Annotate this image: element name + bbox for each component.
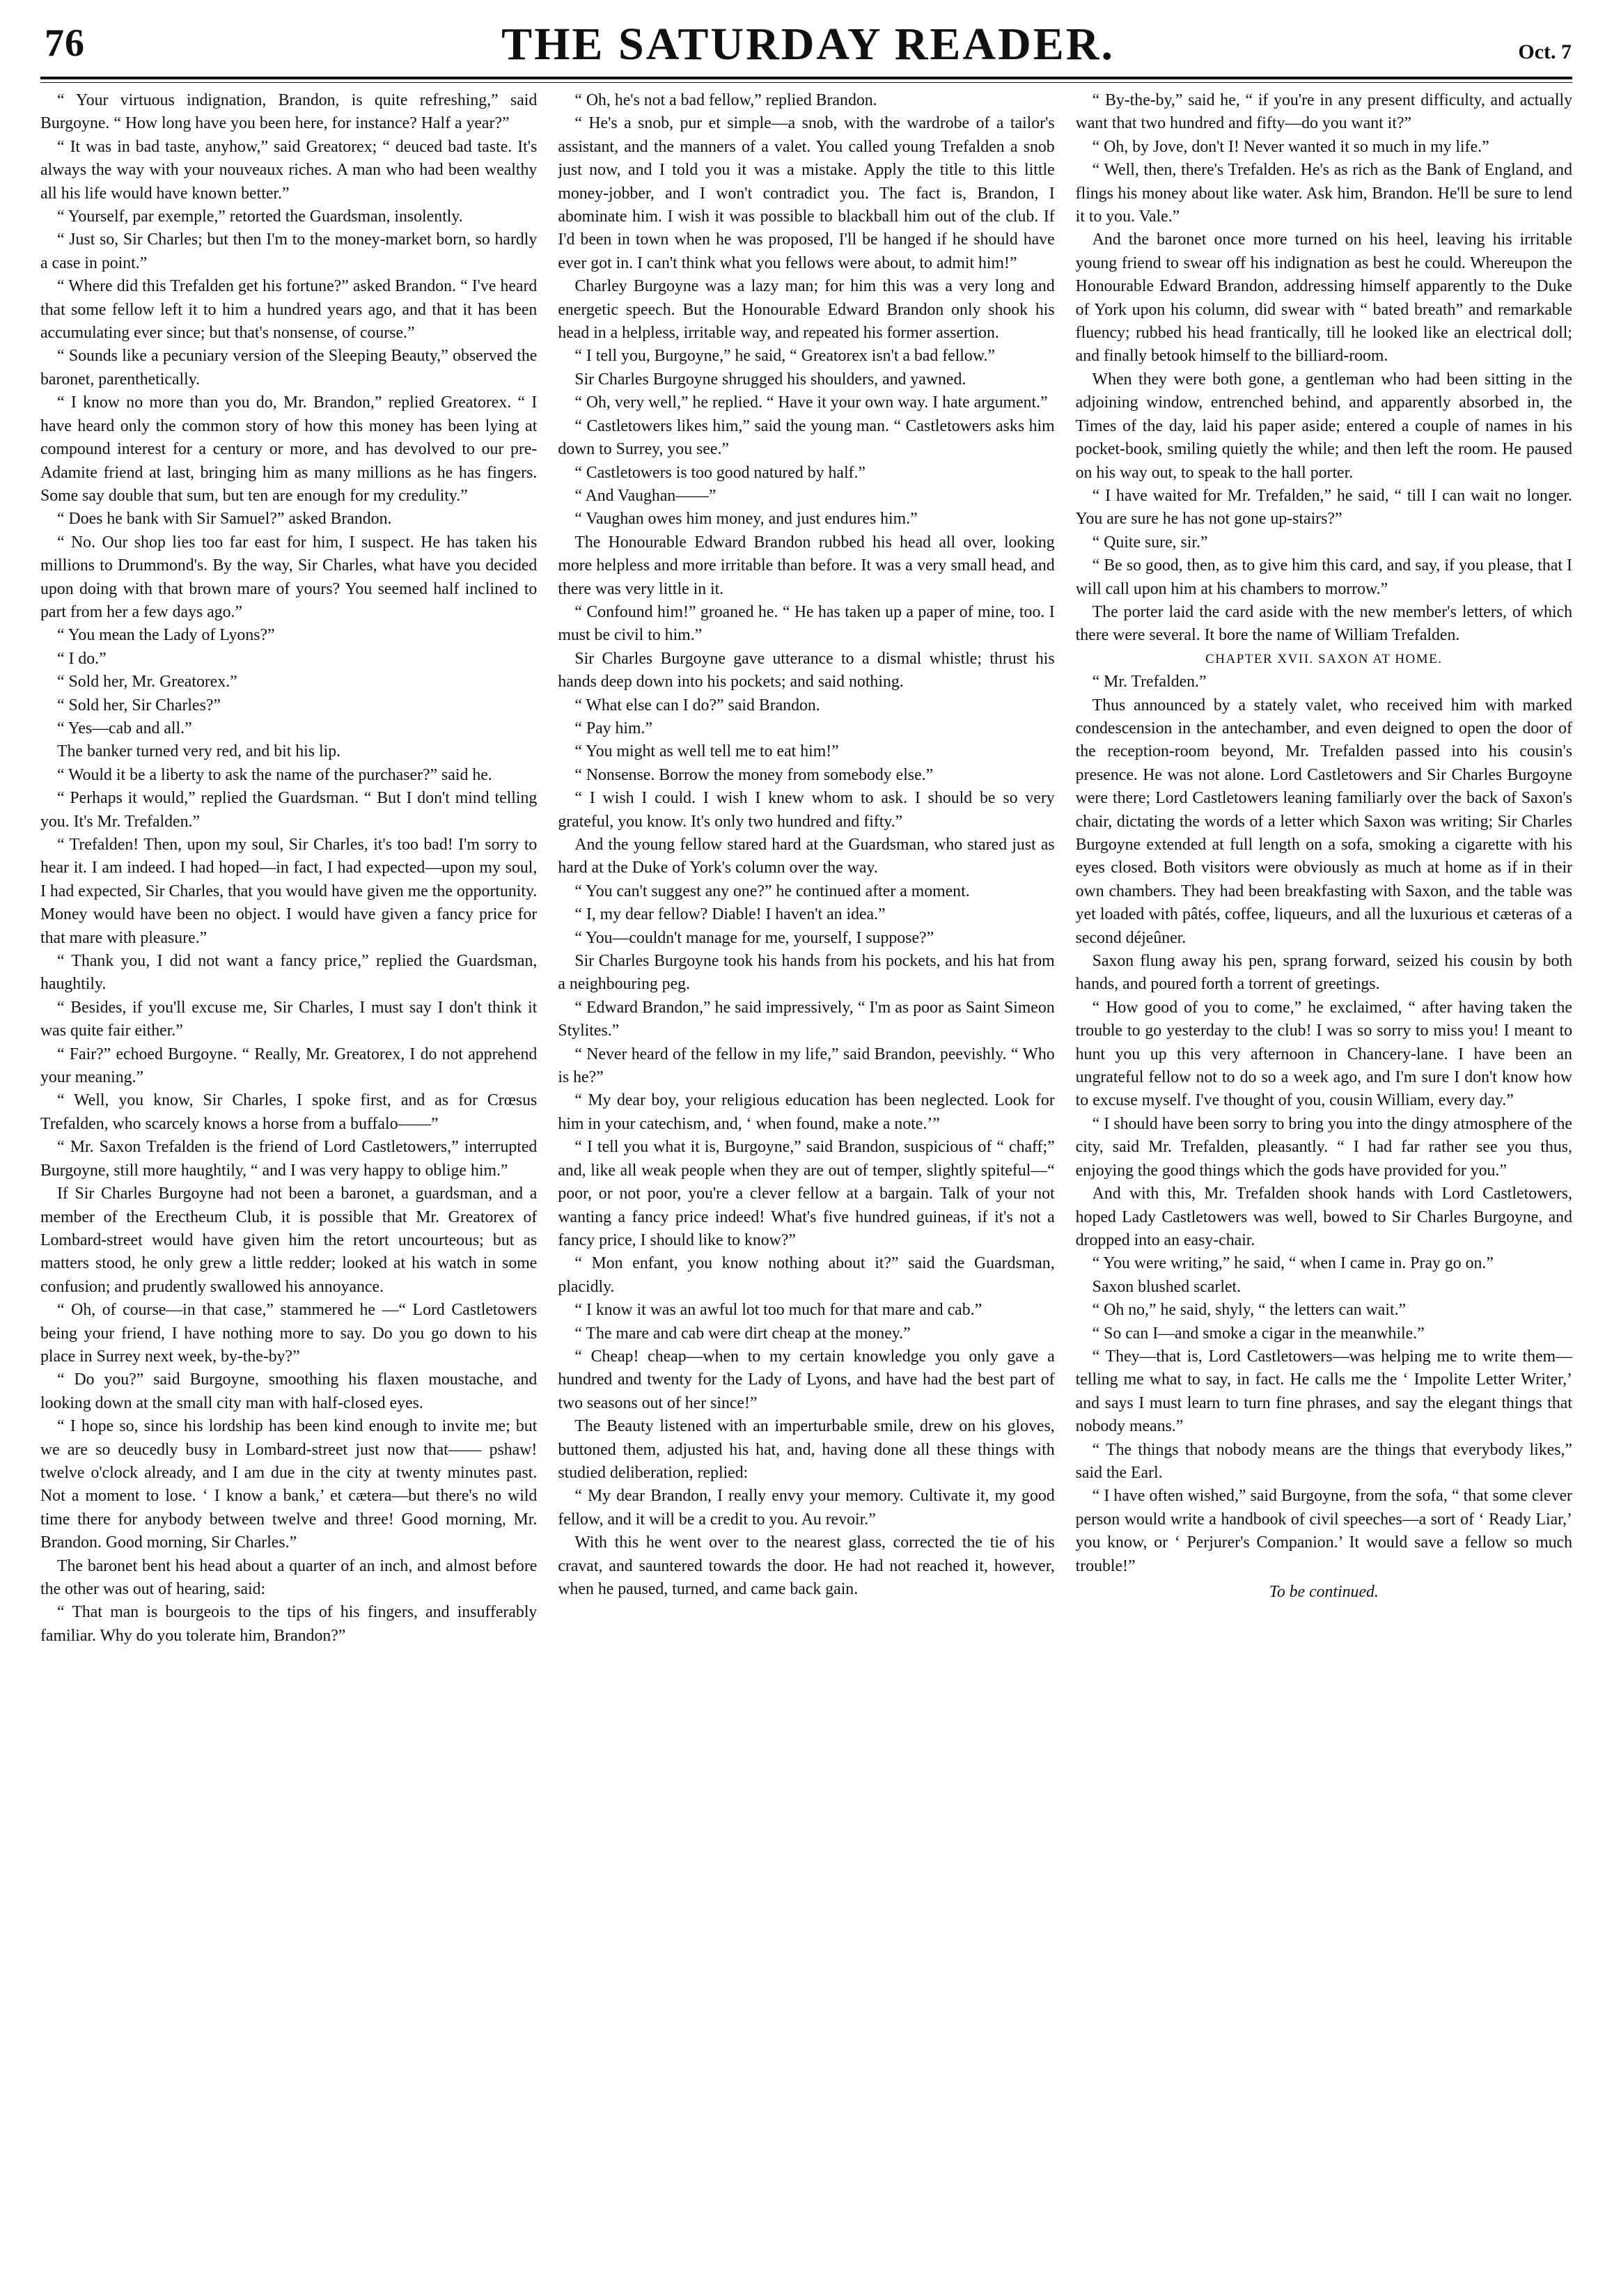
paragraph: “ You—couldn't manage for me, yourself, I suppose?” [574, 928, 934, 947]
paragraph: “ Edward Brandon,” he said impressively, “ I'm as poor as Saint Simeon Stylites.” [558, 998, 1055, 1040]
paragraph: “ I know no more than you do, Mr. Brandon,” replied Greatorex. “ I have heard only the common story of how this money has been lying at compound interest for a century or more, and has devolved to our pre-Adamite friend at last, bringing him as many millions as he has fingers. Some say double that sum, but ten are enough for my credulity.” [40, 393, 538, 505]
column-3 [1076, 89, 1572, 2269]
paragraph: “ Nonsense. Borrow the money from somebody else.” [574, 765, 934, 784]
paragraph: “ Would it be a liberty to ask the name of the purchaser?” said he. [57, 765, 492, 784]
paragraph: The Honourable Edward Brandon rubbed his head all over, looking more helpless and more irritable than before. It was a very small head, and there was very little in it. [558, 533, 1055, 598]
paragraph: “ You might as well tell me to eat him!” [574, 742, 839, 761]
page-header [40, 6, 1576, 75]
paragraph: “ Sold her, Mr. Greatorex.” [57, 673, 237, 692]
column-2 [558, 89, 1054, 2269]
paragraph: “ Thank you, I did not want a fancy price,” replied the Guardsman, haughtily. [40, 952, 538, 994]
paragraph: “ I, my dear fellow? Diable! I haven't an idea.” [574, 905, 886, 924]
paragraph: “ I tell you, Burgoyne,” he said, “ Greatorex isn't a bad fellow.” [574, 347, 995, 366]
paragraph: “ Pay him.” [574, 719, 653, 737]
paragraph: “ It was in bad taste, anyhow,” said Greatorex; “ deuced bad taste. It's always the way with your nouveaux riches. A man who had been wealthy all his life would have known better.” [40, 137, 538, 203]
paragraph: Sir Charles Burgoyne gave utterance to a dismal whistle; thrust his hands deep down into his pockets; and said nothing. [558, 649, 1055, 692]
paragraph: “ Yourself, par exemple,” retorted the Guardsman, insolently. [57, 208, 463, 226]
paragraph: “ Mr. Saxon Trefalden is the friend of Lord Castletowers,” interrupted Burgoyne, still more haughtily, “ and I was very happy to oblige him.” [40, 1138, 538, 1180]
paragraph: “ My dear boy, your religious education has been neglected. Look for him in your catechism, and, ‘ when found, make a note.’” [558, 1091, 1055, 1133]
paragraph: With this he went over to the nearest glass, corrected the tie of his cravat, and sauntered towards the door. He had not reached it, however, when he paused, turned, and came back gain. [558, 1533, 1055, 1598]
paragraph: “ Sounds like a pecuniary version of the Sleeping Beauty,” observed the baronet, parenthetically. [40, 347, 538, 389]
paragraph: “ He's a snob, pur et simple—a snob, with the wardrobe of a tailor's assistant, and the manners of a valet. You called young Trefalden a snob just now, and I told you it was a mistake. Apply the title to this little money-jobber, and I won't contradict you. The fact is, Brandon, I abominate him. I wish it was possible to blackball him out of the club. If I'd been in town when he was proposed, I'll be hanged if he should have ever got in. I can't think what you fellows were about, to admit him!” [558, 114, 1055, 272]
paragraph: “ And Vaughan——” [574, 486, 717, 505]
paragraph: “ Does he bank with Sir Samuel?” asked Brandon. [57, 510, 392, 529]
paragraph: “ Do you?” said Burgoyne, smoothing his flaxen moustache, and looking down at the small city man with half-closed eyes. [40, 1370, 538, 1412]
paragraph: “ How good of you to come,” he exclaimed, “ after having taken the trouble to go yesterday to the club! I was so sorry to miss you! I meant to hunt you up this very afternoon in Chancery-lane. I have been an ungrateful fellow not to do so a week ago, and I'm sure I don't know how to excuse myself. I've thought of you, cousin William, every day.” [1075, 998, 1572, 1110]
paragraph: “ Trefalden! Then, upon my soul, Sir Charles, it's too bad! I'm sorry to hear it. I am indeed. I had hoped—in fact, I had expected—upon my soul, I had expected, Sir Charles, that you would have given me the opportunity. Money would have been no object. I would have given a fancy price for that mare with pleasure.” [40, 836, 538, 947]
paragraph: “ Cheap! cheap—when to my certain knowledge you only gave a hundred and twenty for the Lady of Lyons, and have had the best part of two seasons out of her since!” [558, 1347, 1055, 1412]
paragraph: Sir Charles Burgoyne shrugged his shoulders, and yawned. [574, 370, 966, 389]
paragraph: “ Never heard of the fellow in my life,” said Brandon, peevishly. “ Who is he?” [558, 1045, 1055, 1087]
paragraph: And with this, Mr. Trefalden shook hands with Lord Castletowers, hoped Lady Castletowers was well, bowed to Sir Charles Burgoyne, and dropped into an easy-chair. [1075, 1185, 1572, 1249]
paragraph: “ Well, then, there's Trefalden. He's as rich as the Bank of England, and flings his money about like water. Ask him, Brandon. He'll be sure to lend it to you. Vale.” [1075, 161, 1572, 226]
paragraph: “ Be so good, then, as to give him this card, and say, if you please, that I will call upon him at his chambers to morrow.” [1075, 556, 1572, 598]
paragraph: “ Oh, of course—in that case,” stammered he —“ Lord Castletowers being your friend, I have nothing more to say. Do you go down to his place in Surrey next week, by-the-by?” [40, 1301, 538, 1366]
paragraph: The porter laid the card aside with the new member's letters, of which there were several. It bore the name of William Trefalden. [1075, 602, 1572, 645]
paragraph: “ The mare and cab were dirt cheap at the money.” [574, 1324, 911, 1343]
paragraph: “ Oh, by Jove, don't I! Never wanted it so much in my life.” [1092, 137, 1489, 156]
paragraph: “ I wish I could. I wish I knew whom to ask. I should be so very grateful, you know. It's only two hundred and fifty.” [558, 789, 1055, 831]
paragraph: “ I know it was an awful lot too much for that mare and cab.” [574, 1301, 982, 1320]
article-columns [40, 89, 1572, 2269]
paragraph: “ Your virtuous indignation, Brandon, is quite refreshing,” said Burgoyne. “ How long have you been here, for instance? Half a year?” [40, 91, 538, 133]
paragraph: “ Castletowers is too good natured by half.” [574, 463, 866, 482]
paragraph: The Beauty listened with an imperturbable smile, drew on his gloves, buttoned them, adjusted his hat, and, having done all these things with studied deliberation, replied: [558, 1417, 1055, 1482]
paragraph: “ I do.” [57, 649, 107, 668]
paragraph: “ Well, you know, Sir Charles, I spoke first, and as for Crœsus Trefalden, who scarcely knows a horse from a buffalo——” [40, 1091, 538, 1133]
paragraph: “ Fair?” echoed Burgoyne. “ Really, Mr. Greatorex, I do not apprehend your meaning.” [40, 1045, 538, 1087]
paragraph: Thus announced by a stately valet, who received him with marked condescension in the antechamber, and even deigned to open the door of the reception-room beyond, Mr. Trefalden passed into his cousin's presence. He was not alone. Lord Castletowers and Sir Charles Burgoyne were there; Lord Castletowers leaning familiarly over the back of Saxon's chair, dictating the words of a letter which Saxon was writing; Sir Charles Burgoyne extended at full length on a sofa, smoking a cigarette with his eyes closed. Both visitors were obviously as much at home as if in their own chambers. They had been breakfasting with Saxon, and the table was yet loaded with pâtés, coffee, liqueurs, and all the luxurious et cæteras of a second déjeûner. [1075, 696, 1572, 947]
paragraph: “ Oh, he's not a bad fellow,” replied Brandon. [574, 91, 877, 109]
paragraph: When they were both gone, a gentleman who had been sitting in the adjoining window, entrenched behind, and apparently absorbed in, the Times of the day, laid his paper aside; entered a couple of names in his pocket-book, smiling quietly the while; and then left the room. He paused on his way out, to speak to the hall porter. [1075, 370, 1572, 482]
paragraph: “ Quite sure, sir.” [1092, 533, 1208, 552]
paragraph: “ So can I—and smoke a cigar in the meanwhile.” [1092, 1324, 1425, 1343]
paragraph: “ Just so, Sir Charles; but then I'm to the money-market born, so hardly a case in point.” [40, 231, 538, 272]
header-rule [40, 77, 1572, 83]
paragraph: And the baronet once more turned on his heel, leaving his irritable young friend to swear off his indignation as best he could. Whereupon the Honourable Edward Brandon, addressing himself apparently to the Duke of York upon his column, did swear with “ bated breath” and remarkable fluency; rubbed his head frantically, till he looked like an electrical doll; and finally betook himself to the billiard-room. [1075, 231, 1572, 366]
paragraph: “ I hope so, since his lordship has been kind enough to invite me; but we are so deucedly busy in Lombard-street just now that—— pshaw! twelve o'clock already, and I am due in the city at twenty minutes past. Not a moment to lose. ‘ I know a bank,’ et cætera—but there's no wild time there for anybody between twelve and three! Good morning, Mr. Brandon. Good morning, Sir Charles.” [40, 1417, 538, 1552]
issue-date: Oct. 7 [1518, 40, 1572, 63]
paragraph: “ Mr. Trefalden.” [1092, 673, 1207, 692]
paragraph: Saxon blushed scarlet. [1092, 1277, 1242, 1296]
to-be-continued: To be continued. [1269, 1583, 1379, 1601]
chapter-heading: CHAPTER XVII. SAXON AT HOME. [1205, 651, 1443, 666]
paragraph: “ Where did this Trefalden get his fortune?” asked Brandon. “ I've heard that some fellow left it to him a hundred years ago, and that it has been accumulating ever since; but that's nonsense, of course.” [40, 277, 538, 343]
paragraph: “ Castletowers likes him,” said the young man. “ Castletowers asks him down to Surrey, you see.” [558, 416, 1055, 459]
paragraph: “ What else can I do?” said Brandon. [574, 696, 820, 714]
paragraph: “ That man is bourgeois to the tips of his fingers, and insufferably familiar. Why do you tolerate him, Brandon?” [40, 1603, 538, 1645]
paragraph: The baronet bent his head about a quarter of an inch, and almost before the other was out of hearing, said: [40, 1556, 538, 1598]
paragraph: “ Mon enfant, you know nothing about it?” said the Guardsman, placidly. [558, 1254, 1055, 1296]
column-1 [40, 89, 537, 2269]
paragraph: “ By-the-by,” said he, “ if you're in any present difficulty, and actually want that two hundred and fifty—do you want it?” [1075, 91, 1572, 133]
paragraph: “ I should have been sorry to bring you into the dingy atmosphere of the city, said Mr. Trefalden, pleasantly. “ I had far rather see you thus, enjoying the good things which the gods have provided for you.” [1075, 1114, 1572, 1180]
paragraph: And the young fellow stared hard at the Guardsman, who stared just as hard at the Duke of York's column over the way. [558, 836, 1055, 877]
paragraph: “ Oh no,” he said, shyly, “ the letters can wait.” [1092, 1301, 1407, 1320]
paragraph: “ You can't suggest any one?” he continued after a moment. [574, 882, 970, 900]
paragraph: “ I have often wished,” said Burgoyne, from the sofa, “ that some clever person would write a handbook of civil speeches—a sort of ‘ Ready Liar,’ you know, or ‘ Perjurer's Companion.’ It would save a fellow so much trouble!” [1075, 1487, 1572, 1575]
paragraph: Sir Charles Burgoyne took his hands from his pockets, and his hat from a neighbouring peg. [558, 952, 1055, 994]
paragraph: “ Oh, very well,” he replied. “ Have it your own way. I hate argument.” [574, 393, 1048, 412]
paragraph: “ I tell you what it is, Burgoyne,” said Brandon, suspicious of “ chaff;” and, like all weak people when they are out of temper, slightly spiteful—“ poor, or not poor, you're a clever fellow at a bargain. Talk of your not wanting a fancy price indeed! What's five hundred guineas, if it's not a fancy price, I should like to know?” [558, 1138, 1055, 1249]
masthead-title: THE SATURDAY READER. [501, 19, 1115, 70]
paragraph: “ You mean the Lady of Lyons?” [57, 626, 275, 645]
paragraph: If Sir Charles Burgoyne had not been a baronet, a guardsman, and a member of the Erectheum Club, it is possible that Mr. Greatorex of Lombard-street would have given him the retort uncourteous; but as matters stood, he only grew a little redder; looked at his watch in some confusion; and prudently swallowed his annoyance. [40, 1185, 538, 1296]
paragraph: “ My dear Brandon, I really envy your memory. Cultivate it, my good fellow, and it will be a credit to you. Au revoir.” [558, 1487, 1055, 1529]
paragraph: “ They—that is, Lord Castletowers—was helping me to write them—telling me what to say, in fact. He calls me the ‘ Impolite Letter Writer,’ and says I must learn to turn fine phrases, and say the elegant things that nobody means.” [1075, 1347, 1572, 1436]
paragraph: “ Confound him!” groaned he. “ He has taken up a paper of mine, too. I must be civil to him.” [558, 602, 1055, 645]
paragraph: “ Perhaps it would,” replied the Guardsman. “ But I don't mind telling you. It's Mr. Trefalden.” [40, 789, 538, 831]
paragraph: “ You were writing,” he said, “ when I came in. Pray go on.” [1092, 1254, 1494, 1273]
paragraph: “ Yes—cab and all.” [57, 719, 192, 737]
paragraph: “ Sold her, Sir Charles?” [57, 696, 221, 714]
paragraph: The banker turned very red, and bit his lip. [57, 742, 341, 761]
paragraph: “ No. Our shop lies too far east for him, I suspect. He has taken his millions to Drummond's. By the way, Sir Charles, what have you decided upon doing with that brown mare of yours? You seemed half inclined to part from her a few days ago.” [40, 533, 538, 621]
page-number: 76 [45, 22, 85, 65]
paragraph: “ I have waited for Mr. Trefalden,” he said, “ till I can wait no longer. You are sure he has not gone up-stairs?” [1075, 486, 1572, 529]
paragraph: Charley Burgoyne was a lazy man; for him this was a very long and energetic speech. But the Honourable Edward Brandon only shook his head in a helpless, irritable way, and repeated his former assertion. [558, 277, 1055, 343]
paragraph: Saxon flung away his pen, sprang forward, seized his cousin by both hands, and poured forth a torrent of greetings. [1075, 952, 1572, 994]
paragraph: “ The things that nobody means are the things that everybody likes,” said the Earl. [1075, 1440, 1572, 1482]
paragraph: “ Besides, if you'll excuse me, Sir Charles, I must say I don't think it was quite fair either.” [40, 998, 538, 1040]
paragraph: “ Vaughan owes him money, and just endures him.” [574, 510, 918, 529]
